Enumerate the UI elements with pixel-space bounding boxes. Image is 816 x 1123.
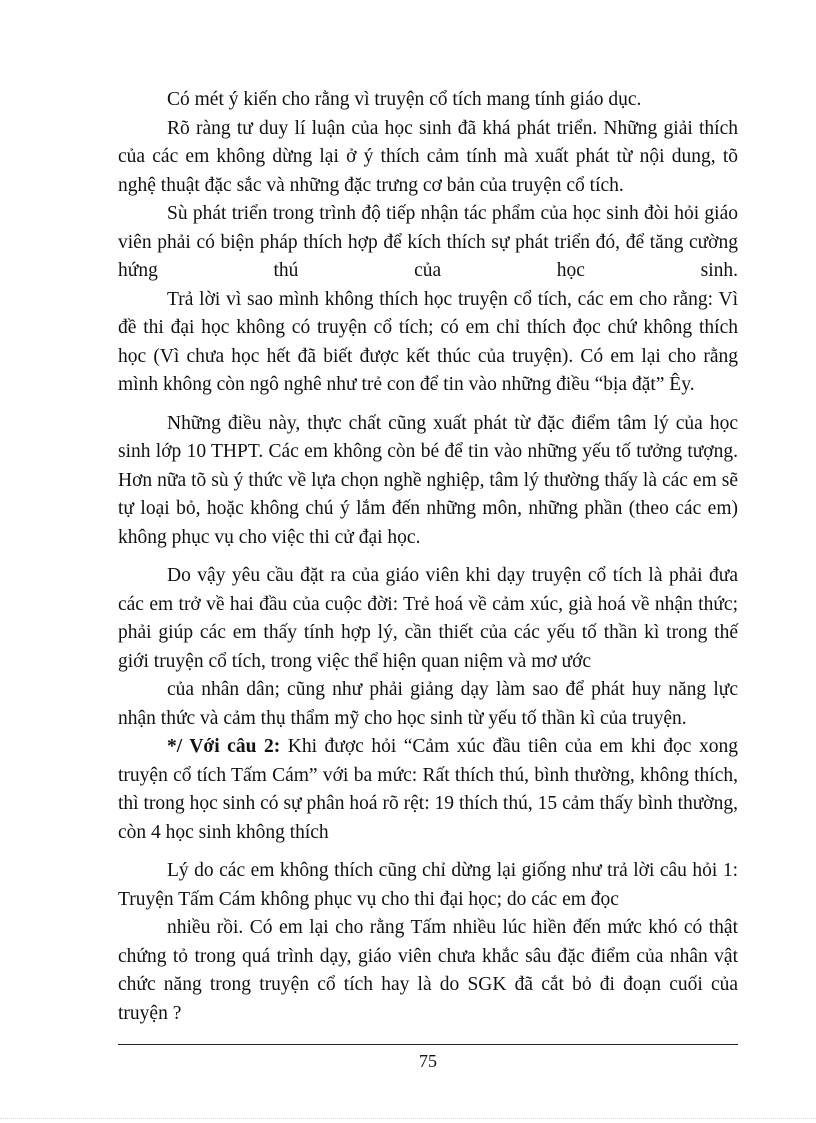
- question-2-text: Khi được hỏi “Cảm xúc đầu tiên của em khi đọc xong truyện cổ tích Tấm Cám” với ba mức: Rất thích thú, bình thường, không thích, thì trong học sinh có sự phân hoá rõ rệt: 19 thích thú, 15 cảm thấy bình thường, còn 4 học sinh không thích: [118, 736, 738, 843]
- paragraph-reasons-cont: nhiều rồi. Có em lại cho rằng Tấm nhiều lúc hiền đến mức khó có thật chứng tỏ trong quá trình dạy, giáo viên chưa khắc sâu đặc điểm của nhân vật chức năng trong truyện cổ tích hay là do SGK đã cắt bỏ đi đoạn cuối của truyện ?: [118, 917, 738, 1024]
- paragraph-why-dislike: Trả lời vì sao mình không thích học truyện cổ tích, các em cho rằng: Vì đề thi đại học không có truyện cổ tích; có em chỉ thích đọc chứ không thích học (Vì chưa học hết đã biết được kết thúc của truyện). Có em lại cho rằng mình không còn ngô nghê như trẻ con để tin vào những điều “bịa đặt” Êy.: [118, 288, 738, 395]
- paragraph-opinion: Có mét ý kiến cho rằng vì truyện cổ tích mang tính giáo dục.: [167, 89, 642, 110]
- paragraph-requirement-cont: của nhân dân; cũng như phải giảng dạy làm sao để phát huy năng lực nhận thức và cảm thụ thẩm mỹ cho học sinh từ yếu tố thần kì của truyện.: [118, 679, 738, 729]
- page-number: 75: [419, 1051, 437, 1071]
- paragraph-development: Sù phát triển trong trình độ tiếp nhận tác phẩm của học sinh đòi hỏi giáo viên phải có biện pháp thích hợp để kích thích sự phát triển đó, để tăng cường hứng thú của học sinh.: [118, 203, 738, 281]
- paragraph-reasoning: Rõ ràng tư duy lí luận của học sinh đã khá phát triển. Những giải thích của các em không dừng lại ở ý thích cảm tính mà xuất phát từ nội dung, tõ nghệ thuật đặc sắc và những đặc trưng cơ bản của truyện cổ tích.: [118, 117, 738, 196]
- paragraph-requirement: Do vậy yêu cầu đặt ra của giáo viên khi dạy truyện cổ tích là phải đưa các em trở về hai đầu của cuộc đời: Trẻ hoá về cảm xúc, già hoá về nhận thức; phải giúp các em thấy tính hợp lý, cần thiết của các yếu tố thần kì trong thế giới truyện cổ tích, trong việc thể hiện quan niệm và mơ ước: [118, 565, 738, 672]
- page-bottom-edge: [0, 1118, 816, 1119]
- paragraph-reasons: Lý do các em không thích cũng chỉ dừng lại giống như trả lời câu hỏi 1: Truyện Tấm Cám không phục vụ cho thi đại học; do các em đọc: [118, 860, 738, 910]
- paragraph-psychology: Những điều này, thực chất cũng xuất phát từ đặc điểm tâm lý của học sinh lớp 10 THPT. Các em không còn bé để tin vào những yếu tố tưởng tượng. Hơn nữa tõ sù ý thức về lựa chọn nghề nghiệp, tâm lý thường thấy là các em sẽ tự loại bỏ, hoặc không chú ý lắm đến những môn, những phần (theo các em) không phục vụ cho việc thi cử đại học.: [118, 412, 738, 548]
- body-text: [118, 86, 738, 1028]
- question-2-label: */ Với câu 2:: [167, 736, 281, 757]
- paragraph-question-2: [118, 733, 738, 847]
- footer-divider: [118, 1044, 738, 1045]
